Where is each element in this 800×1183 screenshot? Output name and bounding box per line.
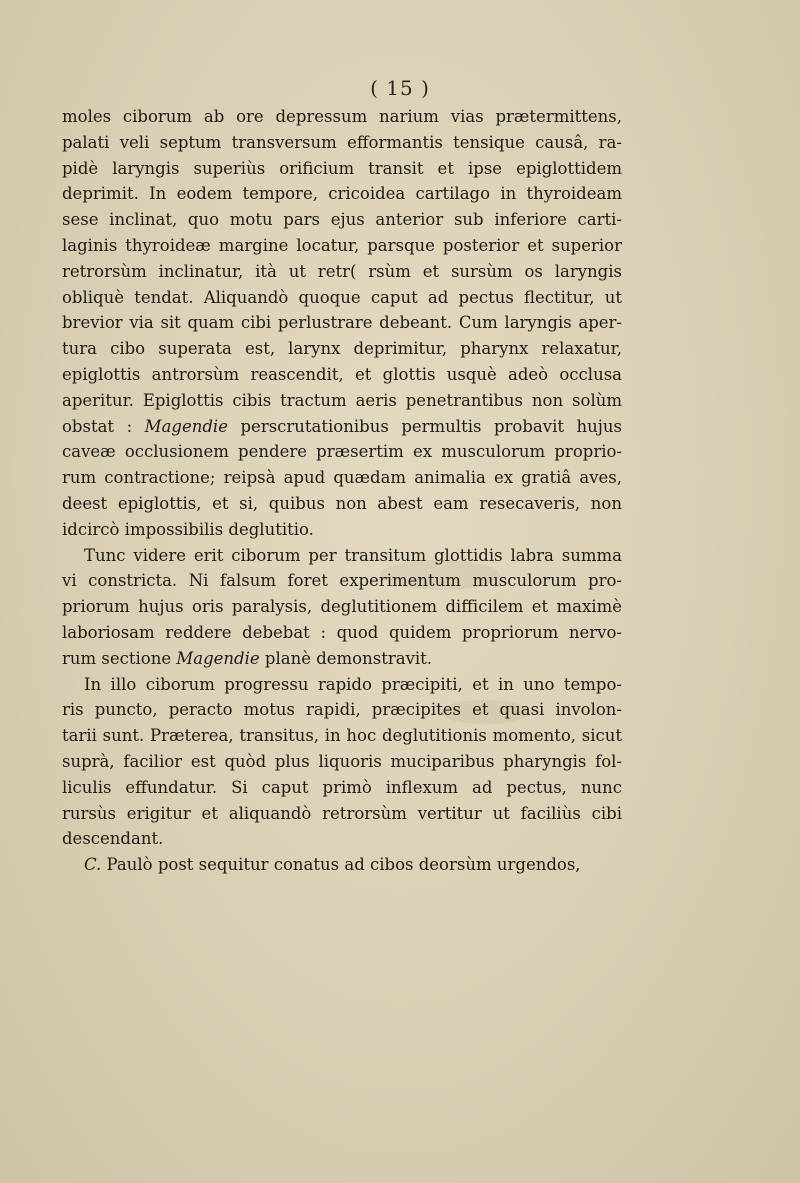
text-segment: rum contractione; reipsà apud quædam animalia ex gratiâ aves, xyxy=(62,468,622,488)
text-line xyxy=(62,336,622,362)
text-segment: moles ciborum ab ore depressum narium vias prætermittens, xyxy=(62,107,622,126)
paragraph xyxy=(62,543,622,672)
text-segment: tarii sunt. Præterea, transitus, in hoc deglutitionis momento, sicut xyxy=(62,726,622,746)
paragraph xyxy=(62,852,622,878)
text-line xyxy=(62,543,622,569)
text-line xyxy=(62,697,622,723)
text-segment: In illo ciborum progressu rapido præcipiti, et in uno tempo- xyxy=(84,674,622,694)
text-segment: obliquè tendat. Aliquandò quoque caput ad pectus flectitur, ut xyxy=(62,287,622,307)
text-segment: Tunc videre erit ciborum per transitum glottidis labra summa xyxy=(84,545,622,565)
text-line xyxy=(62,285,622,311)
text-segment: laginis thyroideæ margine locatur, parsque posterior et superior xyxy=(62,235,622,255)
text-line xyxy=(62,568,622,594)
text-segment: liculis effundatur. Si caput primò inflexum ad pectus, nunc xyxy=(62,777,622,797)
text-line xyxy=(62,646,622,672)
text-line xyxy=(62,517,622,543)
text-line xyxy=(62,594,622,620)
text-segment: aperitur. Epiglottis cibis tractum aeris penetrantibus non solùm xyxy=(62,390,622,410)
paragraph xyxy=(62,104,622,543)
text-line xyxy=(62,104,622,130)
text-line xyxy=(62,181,622,207)
text-segment: suprà, facilior est quòd plus liquoris muciparibus pharyngis fol- xyxy=(62,751,622,771)
text-segment: brevior via sit quam cibi perlustrare debeant. Cum laryngis aper- xyxy=(62,313,622,333)
text-line xyxy=(62,801,622,827)
text-segment: tura cibo superata est, larynx deprimitur, pharynx relaxatur, xyxy=(62,339,622,359)
text-segment: descendant. xyxy=(62,829,164,849)
text-line xyxy=(62,310,622,336)
text-line xyxy=(62,826,622,852)
text-line xyxy=(62,207,622,233)
text-segment: caveæ occlusionem pendere præsertim ex musculorum proprio- xyxy=(62,442,622,462)
page-number: ( 15 ) xyxy=(370,76,430,100)
text-line xyxy=(62,362,622,388)
text-line xyxy=(62,465,622,491)
text-line xyxy=(62,233,622,259)
text-segment: obstat : xyxy=(62,416,145,436)
text-line xyxy=(62,672,622,698)
text-segment: planè demonstravit. xyxy=(259,648,433,668)
text-line xyxy=(62,439,622,465)
text-line xyxy=(62,130,622,156)
text-segment: priorum hujus oris paralysis, deglutitionem difficilem et maximè xyxy=(62,597,622,617)
italic-text: Magendie xyxy=(144,416,228,436)
text-line xyxy=(62,414,622,440)
text-line xyxy=(62,491,622,517)
text-line xyxy=(62,388,622,414)
italic-text: C. xyxy=(84,855,102,875)
text-segment: epiglottis antrorsùm reascendit, et glottis usquè adeò occlusa xyxy=(62,364,622,384)
text-line xyxy=(62,259,622,285)
text-segment: vi constricta. Ni falsum foret experimentum musculorum pro- xyxy=(62,571,622,591)
text-line xyxy=(62,723,622,749)
text-segment: palati veli septum transversum efformantis tensique causâ, ra- xyxy=(62,132,622,152)
text-segment: pidè laryngis superiùs orificium transit et ipse epiglottidem xyxy=(62,158,622,178)
text-line xyxy=(62,852,622,878)
text-line xyxy=(62,775,622,801)
italic-text: Magendie xyxy=(176,648,260,668)
text-line xyxy=(62,749,622,775)
text-line xyxy=(62,156,622,182)
text-line xyxy=(62,620,622,646)
text-segment: sese inclinat, quo motu pars ejus anterior sub inferiore carti- xyxy=(62,210,622,230)
text-segment: Paulò post sequitur conatus ad cibos deorsùm urgendos, xyxy=(101,855,581,875)
text-segment: deest epiglottis, et si, quibus non abest eam resecaveris, non xyxy=(62,493,622,513)
text-segment: deprimit. In eodem tempore, cricoidea cartilago in thyroideam xyxy=(62,184,622,204)
paragraph xyxy=(62,672,622,853)
text-segment: rum sectione xyxy=(62,648,177,668)
text-segment: ris puncto, peracto motus rapidi, præcipites et quasi involon- xyxy=(62,700,622,720)
body-text xyxy=(62,104,622,878)
text-segment: idcircò impossibilis deglutitio. xyxy=(62,519,314,539)
text-segment: laboriosam reddere debebat : quod quidem propriorum nervo- xyxy=(62,622,622,642)
text-segment: perscrutationibus permultis probavit hujus xyxy=(227,416,622,436)
text-segment: rursùs erigitur et aliquandò retrorsùm vertitur ut faciliùs cibi xyxy=(62,803,622,823)
text-segment: retrorsùm inclinatur, ità ut retr( rsùm et sursùm os laryngis xyxy=(62,261,622,281)
